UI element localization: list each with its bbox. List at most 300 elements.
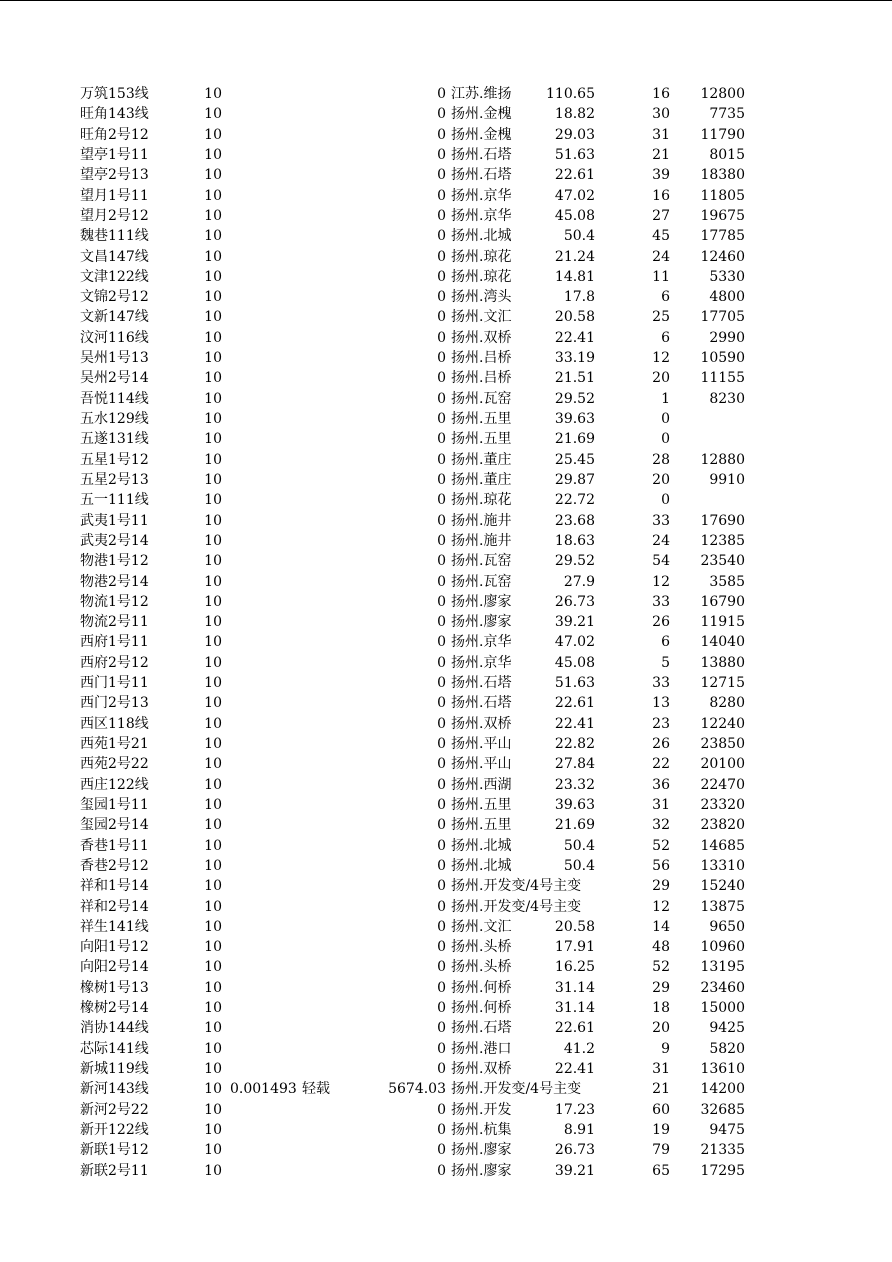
cell-substation: 扬州.吕桥: [451, 350, 512, 367]
cell-load: 12880: [700, 451, 745, 468]
cell-capacity: 0: [437, 268, 446, 285]
table-row: [0, 84, 892, 104]
cell-name: 西府1号11: [80, 634, 149, 651]
cell-name: 向阳2号14: [80, 959, 149, 976]
cell-capacity: 0: [437, 796, 446, 813]
table-row: [0, 429, 892, 449]
table-row: [0, 368, 892, 388]
cell-name: 西苑1号21: [80, 736, 149, 752]
cell-length: 27.84: [525, 754, 595, 774]
cell-load: 3585: [709, 573, 745, 590]
cell-count: 56: [652, 857, 670, 874]
table-row: [0, 328, 892, 348]
cell-length: 110.65: [525, 84, 595, 104]
cell-voltage: 10: [204, 634, 222, 651]
cell-load: 16790: [700, 593, 745, 610]
cell-voltage: 10: [204, 207, 222, 224]
cell-length: 29.52: [525, 389, 595, 409]
cell-capacity: 0: [437, 492, 446, 509]
cell-count: 6: [661, 634, 670, 651]
cell-length: 18.82: [525, 104, 595, 124]
cell-count: 23: [652, 715, 670, 732]
cell-substation: 扬州.杭集: [451, 1121, 512, 1138]
cell-load: 10590: [700, 350, 745, 367]
cell-length: 50.4: [525, 856, 595, 876]
cell-voltage: 10: [204, 1162, 222, 1179]
cell-load: 7735: [709, 106, 745, 123]
cell-load: 9475: [709, 1121, 745, 1138]
cell-capacity: 0: [437, 431, 446, 448]
cell-name: 五遂131线: [80, 431, 149, 448]
table-row: [0, 307, 892, 327]
cell-load: 13610: [700, 1061, 745, 1077]
cell-capacity: 0: [437, 939, 446, 956]
cell-substation: 扬州.开发变/4号主变: [451, 898, 582, 915]
table-row: [0, 1100, 892, 1120]
cell-capacity: 0: [437, 1000, 446, 1017]
cell-load: 23540: [700, 553, 745, 570]
cell-capacity: 0: [437, 614, 446, 631]
cell-name: 文昌147线: [80, 248, 149, 265]
cell-name: 物流1号12: [80, 593, 149, 610]
table-row: [0, 897, 892, 917]
table-row: [0, 165, 892, 185]
cell-voltage: 10: [204, 126, 222, 143]
cell-substation: 扬州.瓦窑: [451, 553, 512, 570]
cell-capacity: 0: [437, 167, 446, 184]
table-row: [0, 551, 892, 571]
cell-substation: 扬州.石塔: [451, 146, 512, 163]
table-row: [0, 389, 892, 409]
cell-capacity: 0: [437, 715, 446, 732]
cell-substation: 扬州.石塔: [451, 1020, 512, 1037]
cell-capacity: 0: [437, 857, 446, 874]
table-row: [0, 937, 892, 957]
table-row: [0, 795, 892, 815]
cell-length: 17.8: [525, 287, 595, 307]
cell-count: 25: [652, 309, 670, 326]
table-row: [0, 978, 892, 998]
cell-count: 30: [652, 106, 670, 123]
cell-load: 5820: [709, 1040, 745, 1057]
cell-name: 新河143线: [80, 1081, 149, 1098]
cell-voltage: 10: [204, 390, 222, 407]
table-row: [0, 450, 892, 470]
cell-length: 21.69: [525, 429, 595, 449]
table-row: [0, 1161, 892, 1181]
cell-capacity: 0: [437, 898, 446, 915]
cell-substation: 扬州.头桥: [451, 959, 512, 976]
cell-length: 21.24: [525, 247, 595, 267]
cell-length: 47.02: [525, 186, 595, 206]
cell-count: 31: [652, 126, 670, 143]
cell-load: 8280: [709, 695, 745, 712]
cell-capacity: 0: [437, 370, 446, 387]
cell-length: 47.02: [525, 632, 595, 652]
cell-capacity: 0: [437, 187, 446, 204]
cell-substation: 扬州.双桥: [451, 1061, 512, 1077]
cell-substation: 扬州.开发变/4号主变: [451, 1081, 582, 1098]
cell-load: 23850: [700, 736, 745, 752]
cell-name: 西庄122线: [80, 776, 149, 793]
cell-substation: 扬州.五里: [451, 796, 512, 813]
cell-substation: 扬州.头桥: [451, 939, 512, 956]
cell-count: 26: [652, 614, 670, 631]
cell-length: 8.91: [525, 1120, 595, 1140]
cell-name: 橡树1号13: [80, 979, 149, 996]
cell-length: 18.63: [525, 531, 595, 551]
cell-voltage: 10: [204, 289, 222, 306]
cell-load: 12715: [700, 675, 745, 692]
cell-load: 14685: [700, 837, 745, 854]
cell-voltage: 10: [204, 1040, 222, 1057]
table-row: [0, 957, 892, 977]
table-row: [0, 693, 892, 713]
cell-substation: 扬州.文汇: [451, 309, 512, 326]
cell-name: 香巷2号12: [80, 857, 149, 874]
table-row: [0, 104, 892, 124]
cell-name: 万筑153线: [80, 86, 149, 102]
cell-voltage: 10: [204, 1081, 222, 1098]
cell-substation: 扬州.廖家: [451, 1162, 512, 1179]
cell-length: 51.63: [525, 673, 595, 693]
table-row: [0, 511, 892, 531]
cell-load: 9425: [709, 1020, 745, 1037]
table-row: [0, 612, 892, 632]
cell-load: 18380: [700, 167, 745, 184]
table-row: [0, 714, 892, 734]
cell-voltage: 10: [204, 248, 222, 265]
cell-capacity: 0: [437, 918, 446, 935]
cell-length: 16.25: [525, 957, 595, 977]
cell-load: 32685: [700, 1101, 745, 1118]
cell-length: 23.32: [525, 775, 595, 795]
cell-substation: 扬州.施井: [451, 512, 512, 529]
cell-name: 望月1号11: [80, 187, 149, 204]
cell-name: 西门1号11: [80, 675, 149, 692]
cell-count: 16: [652, 187, 670, 204]
cell-name: 旺角2号12: [80, 126, 149, 143]
cell-load: 17705: [700, 309, 745, 326]
cell-capacity: 0: [437, 451, 446, 468]
cell-capacity: 0: [437, 1101, 446, 1118]
cell-name: 魏巷111线: [80, 228, 149, 245]
cell-capacity: 0: [437, 776, 446, 793]
cell-capacity: 0: [437, 1121, 446, 1138]
cell-count: 29: [652, 979, 670, 996]
cell-length: 45.08: [525, 206, 595, 226]
cell-load: 11915: [700, 614, 745, 631]
cell-substation: 扬州.平山: [451, 736, 512, 752]
cell-voltage: 10: [204, 512, 222, 529]
cell-load: 12800: [700, 86, 745, 102]
cell-voltage: 10: [204, 979, 222, 996]
cell-capacity: 0: [437, 959, 446, 976]
cell-voltage: 10: [204, 898, 222, 915]
cell-voltage: 10: [204, 614, 222, 631]
cell-length: 22.61: [525, 693, 595, 713]
cell-count: 11: [652, 268, 670, 285]
table-row: [0, 267, 892, 287]
table-row: [0, 1059, 892, 1079]
cell-voltage: 10: [204, 451, 222, 468]
cell-length: 45.08: [525, 653, 595, 673]
cell-name: 五星1号12: [80, 451, 149, 468]
cell-capacity: 0: [437, 837, 446, 854]
cell-load: 5330: [709, 268, 745, 285]
cell-name: 祥和2号14: [80, 898, 149, 915]
cell-name: 物流2号11: [80, 614, 149, 631]
cell-name: 文津122线: [80, 268, 149, 285]
cell-capacity: 0: [437, 878, 446, 895]
cell-voltage: 10: [204, 1121, 222, 1138]
cell-substation: 扬州.石塔: [451, 675, 512, 692]
cell-voltage: 10: [204, 471, 222, 488]
cell-capacity: 0: [437, 207, 446, 224]
cell-length: 14.81: [525, 267, 595, 287]
cell-count: 1: [661, 390, 670, 407]
cell-voltage: 10: [204, 532, 222, 549]
cell-capacity: 0: [437, 979, 446, 996]
table-row: [0, 572, 892, 592]
table-row: [0, 287, 892, 307]
cell-load: 17785: [700, 228, 745, 245]
cell-load: 22470: [700, 776, 745, 793]
cell-length: 39.21: [525, 1161, 595, 1181]
cell-voltage: 10: [204, 268, 222, 285]
cell-rate: 0.001493: [230, 1081, 297, 1098]
cell-substation: 扬州.廖家: [451, 614, 512, 631]
cell-count: 18: [652, 1000, 670, 1017]
cell-load: 23460: [700, 979, 745, 996]
cell-length: 39.63: [525, 795, 595, 815]
cell-length: 22.41: [525, 328, 595, 348]
cell-substation: 扬州.金槐: [451, 106, 512, 123]
cell-name: 物港1号12: [80, 553, 149, 570]
cell-count: 14: [652, 918, 670, 935]
cell-length: 23.68: [525, 511, 595, 531]
cell-capacity: 0: [437, 1020, 446, 1037]
cell-length: 51.63: [525, 145, 595, 165]
cell-substation: 扬州.何桥: [451, 979, 512, 996]
cell-voltage: 10: [204, 228, 222, 245]
cell-count: 0: [661, 431, 670, 448]
cell-load: 21335: [700, 1142, 745, 1159]
cell-count: 45: [652, 228, 670, 245]
cell-substation: 扬州.港口: [451, 1040, 512, 1057]
cell-count: 0: [661, 492, 670, 509]
cell-substation: 扬州.琼花: [451, 492, 512, 509]
cell-name: 消协144线: [80, 1020, 149, 1037]
cell-name: 西苑2号22: [80, 756, 149, 773]
table-row: [0, 531, 892, 551]
cell-count: 22: [652, 756, 670, 773]
cell-name: 吴州2号14: [80, 370, 149, 387]
cell-voltage: 10: [204, 167, 222, 184]
cell-load: 4800: [709, 289, 745, 306]
table-row: [0, 348, 892, 368]
cell-capacity: 0: [437, 411, 446, 427]
cell-load: 11790: [700, 126, 745, 143]
cell-name: 武夷1号11: [80, 512, 149, 529]
cell-capacity: 0: [437, 675, 446, 692]
cell-substation: 扬州.京华: [451, 187, 512, 204]
cell-name: 西门2号13: [80, 695, 149, 712]
table-row: [0, 775, 892, 795]
table-row: [0, 1039, 892, 1059]
cell-substation: 扬州.双桥: [451, 715, 512, 732]
cell-load: 13310: [700, 857, 745, 874]
cell-name: 新河2号22: [80, 1101, 149, 1118]
cell-substation: 扬州.石塔: [451, 695, 512, 712]
cell-length: 31.14: [525, 998, 595, 1018]
cell-length: 22.61: [525, 165, 595, 185]
cell-capacity: 0: [437, 390, 446, 407]
table-row: [0, 592, 892, 612]
cell-count: 52: [652, 959, 670, 976]
cell-voltage: 10: [204, 878, 222, 895]
cell-load: 12460: [700, 248, 745, 265]
cell-capacity: 0: [437, 756, 446, 773]
cell-substation: 扬州.廖家: [451, 593, 512, 610]
cell-length: 41.2: [525, 1039, 595, 1059]
cell-count: 24: [652, 248, 670, 265]
cell-name: 玺园2号14: [80, 817, 149, 834]
cell-name: 新联2号11: [80, 1162, 149, 1179]
cell-voltage: 10: [204, 1101, 222, 1118]
table-row: [0, 470, 892, 490]
cell-name: 西区118线: [80, 715, 149, 732]
cell-substation: 扬州.董庄: [451, 471, 512, 488]
table-row: [0, 1079, 892, 1099]
table-row: [0, 1120, 892, 1140]
cell-name: 祥生141线: [80, 918, 149, 935]
cell-name: 芯际141线: [80, 1040, 149, 1057]
cell-count: 33: [652, 512, 670, 529]
cell-voltage: 10: [204, 553, 222, 570]
table-row: [0, 998, 892, 1018]
cell-voltage: 10: [204, 939, 222, 956]
table-row: [0, 1140, 892, 1160]
cell-count: 12: [652, 898, 670, 915]
cell-count: 36: [652, 776, 670, 793]
cell-length: 31.14: [525, 978, 595, 998]
cell-voltage: 10: [204, 857, 222, 874]
cell-capacity: 0: [437, 248, 446, 265]
cell-capacity: 0: [437, 654, 446, 671]
cell-substation: 扬州.开发: [451, 1101, 512, 1118]
table-row: [0, 125, 892, 145]
cell-load: 15000: [700, 1000, 745, 1017]
cell-voltage: 10: [204, 309, 222, 326]
cell-capacity: 0: [437, 86, 446, 102]
cell-capacity: 0: [437, 593, 446, 610]
cell-load: 12240: [700, 715, 745, 732]
cell-substation: 扬州.开发变/4号主变: [451, 878, 582, 895]
cell-load: 9650: [709, 918, 745, 935]
table-row: [0, 653, 892, 673]
cell-count: 32: [652, 817, 670, 834]
cell-count: 48: [652, 939, 670, 956]
cell-count: 54: [652, 553, 670, 570]
cell-count: 21: [652, 146, 670, 163]
cell-capacity: 0: [437, 1162, 446, 1179]
cell-substation: 扬州.琼花: [451, 248, 512, 265]
cell-capacity: 0: [437, 532, 446, 549]
table-row: [0, 1018, 892, 1038]
cell-capacity: 0: [437, 1040, 446, 1057]
cell-name: 五一111线: [80, 492, 149, 509]
cell-voltage: 10: [204, 350, 222, 367]
table-row: [0, 673, 892, 693]
cell-voltage: 10: [204, 796, 222, 813]
cell-count: 6: [661, 289, 670, 306]
cell-load: 13875: [700, 898, 745, 915]
cell-load: 23820: [700, 817, 745, 834]
cell-load: 8230: [709, 390, 745, 407]
cell-load: 15240: [700, 878, 745, 895]
cell-count: 12: [652, 350, 670, 367]
cell-count: 16: [652, 86, 670, 102]
cell-voltage: 10: [204, 431, 222, 448]
cell-status: 轻载: [302, 1081, 330, 1098]
cell-load: 13195: [700, 959, 745, 976]
cell-load: 10960: [700, 939, 745, 956]
cell-capacity: 0: [437, 106, 446, 123]
cell-capacity: 0: [437, 126, 446, 143]
table-row: [0, 734, 892, 754]
table-row: [0, 206, 892, 226]
cell-count: 20: [652, 1020, 670, 1037]
cell-count: 65: [652, 1162, 670, 1179]
cell-count: 28: [652, 451, 670, 468]
cell-count: 20: [652, 370, 670, 387]
cell-length: 22.61: [525, 1018, 595, 1038]
cell-length: 21.69: [525, 815, 595, 835]
cell-capacity: 0: [437, 736, 446, 752]
cell-load: 17690: [700, 512, 745, 529]
cell-count: 26: [652, 736, 670, 752]
cell-load: 14040: [700, 634, 745, 651]
cell-substation: 扬州.石塔: [451, 167, 512, 184]
cell-voltage: 10: [204, 1061, 222, 1077]
cell-name: 祥和1号14: [80, 878, 149, 895]
cell-length: 17.23: [525, 1100, 595, 1120]
cell-voltage: 10: [204, 86, 222, 102]
cell-name: 旺角143线: [80, 106, 149, 123]
table-row: [0, 632, 892, 652]
cell-name: 吾悦114线: [80, 390, 149, 407]
table-row: [0, 409, 892, 429]
cell-capacity: 0: [437, 289, 446, 306]
cell-substation: 扬州.琼花: [451, 268, 512, 285]
cell-name: 橡树2号14: [80, 1000, 149, 1017]
cell-load: 12385: [700, 532, 745, 549]
cell-voltage: 10: [204, 675, 222, 692]
cell-voltage: 10: [204, 1000, 222, 1017]
cell-load: 14200: [700, 1081, 745, 1098]
table-row: [0, 815, 892, 835]
cell-count: 79: [652, 1142, 670, 1159]
cell-length: 22.72: [525, 490, 595, 510]
cell-capacity: 0: [437, 146, 446, 163]
cell-capacity: 0: [437, 695, 446, 712]
cell-capacity: 5674.03: [388, 1081, 446, 1098]
cell-substation: 扬州.董庄: [451, 451, 512, 468]
cell-capacity: 0: [437, 817, 446, 834]
cell-substation: 扬州.何桥: [451, 1000, 512, 1017]
cell-name: 文新147线: [80, 309, 149, 326]
